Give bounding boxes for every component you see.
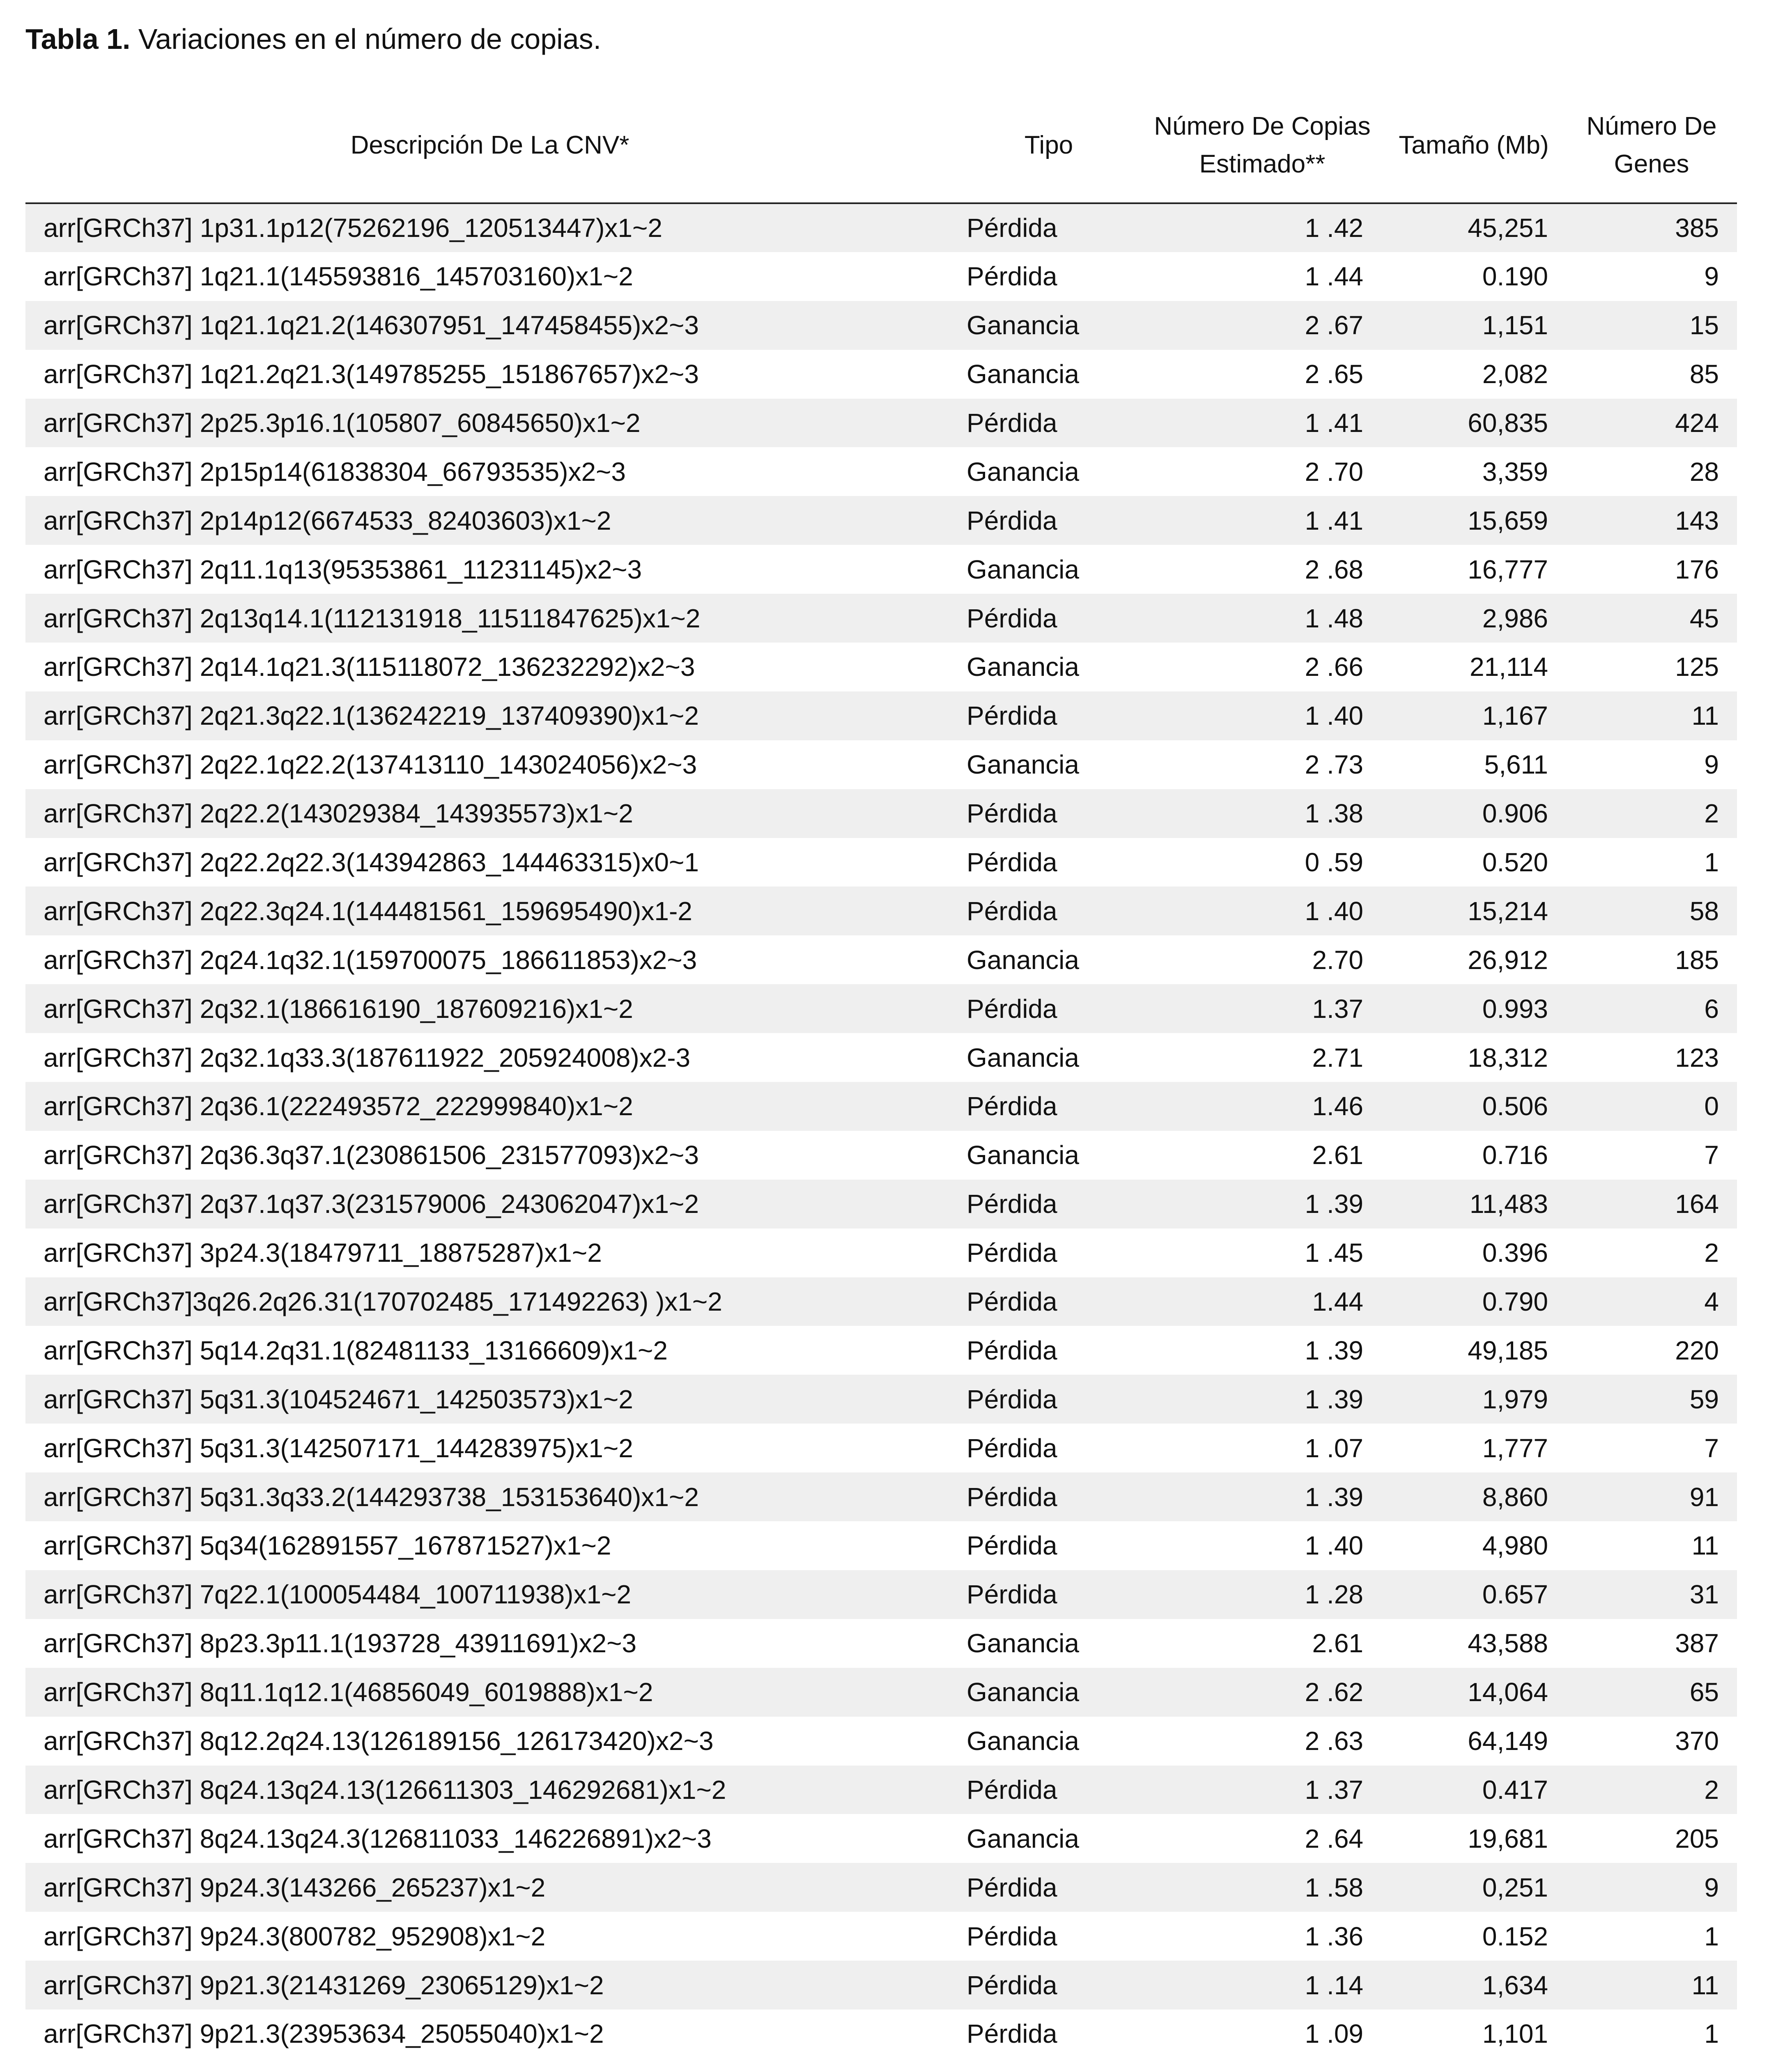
table-row [25, 252, 1737, 301]
table-row [25, 1521, 1737, 1570]
cell-tipo: Ganancia [967, 945, 1079, 975]
cell-tamano: 0.506 [1381, 1082, 1566, 1131]
cell-copias: 1 .38 [1143, 789, 1381, 838]
cell-descripcion: arr[GRCh37] 2q32.1q33.3(187611922_205924008)x2-3 [44, 1043, 691, 1072]
table-row [25, 350, 1737, 399]
cell-genes: 2 [1566, 789, 1737, 838]
cell-genes: 9 [1704, 262, 1719, 292]
cell-descripcion: arr[GRCh37] 7q22.1(100054484_100711938)x1~2 [25, 1570, 954, 1619]
cell-tamano: 0.190 [1482, 262, 1548, 292]
cell-genes: 176 [1675, 554, 1719, 584]
caption-text: Variaciones en el número de copias. [138, 23, 602, 55]
cell-tamano: 4,980 [1482, 1531, 1548, 1561]
cell-genes: 387 [1675, 1628, 1719, 1658]
cell-genes: 28 [1689, 457, 1719, 487]
cell-tamano: 45,251 [1381, 203, 1566, 252]
cell-descripcion: arr[GRCh37] 2q13q14.1(112131918_11511847625)x1~2 [25, 594, 954, 643]
table-row [25, 1424, 1737, 1472]
table-row [25, 1717, 1737, 1766]
cell-tamano: 64,149 [1468, 1726, 1548, 1756]
table-row [25, 301, 1737, 350]
cell-copias: 2 .70 [1305, 457, 1363, 487]
cell-tipo: Pérdida [954, 1570, 1143, 1619]
cell-tipo: Pérdida [967, 2019, 1057, 2049]
cell-tamano: 2,986 [1381, 594, 1566, 643]
cell-tipo: Ganancia [967, 1140, 1079, 1170]
cell-copias: 1 .39 [1143, 1375, 1381, 1424]
cell-copias: 2 .66 [1305, 652, 1363, 682]
cell-descripcion: arr[GRCh37] 1p31.1p12(75262196_120513447)x1~2 [25, 203, 954, 252]
cell-descripcion: arr[GRCh37] 5q14.2q31.1(82481133_13166609)x1~2 [44, 1335, 668, 1365]
cell-genes: 31 [1566, 1570, 1737, 1619]
cell-tamano: 0.520 [1482, 847, 1548, 877]
cell-copias: 1 .58 [1143, 1863, 1381, 1912]
cell-tipo: Ganancia [954, 1668, 1143, 1717]
header-genes: Número De Genes [1566, 88, 1737, 203]
cell-copias: 1 .39 [1143, 1472, 1381, 1521]
cell-copias: 2 .67 [1143, 301, 1381, 350]
cell-tamano: 21,114 [1470, 652, 1548, 682]
cell-descripcion: arr[GRCh37] 2q36.1(222493572_222999840)x1~2 [25, 1082, 954, 1131]
cell-descripcion: arr[GRCh37] 2q22.2q22.3(143942863_144463315)x0~1 [44, 847, 699, 877]
cell-tipo: Pérdida [954, 984, 1143, 1033]
cell-copias: 1 .39 [1143, 1180, 1381, 1229]
table-row [25, 1570, 1737, 1619]
cell-genes: 11 [1566, 1961, 1737, 2009]
cell-tipo: Pérdida [967, 1531, 1057, 1561]
table-row [25, 1131, 1737, 1180]
cell-tipo: Pérdida [967, 1335, 1057, 1365]
table-row [25, 886, 1737, 935]
cell-copias: 1 .40 [1305, 1531, 1363, 1561]
table-row [25, 789, 1737, 838]
cell-genes: 424 [1566, 399, 1737, 448]
cell-genes: 65 [1566, 1668, 1737, 1717]
table-row [25, 1766, 1737, 1814]
cell-copias: 2.70 [1312, 945, 1363, 975]
cell-genes: 185 [1675, 945, 1719, 975]
cell-genes: 91 [1566, 1472, 1737, 1521]
cell-tamano: 15,214 [1381, 886, 1566, 935]
table-row [25, 1619, 1737, 1668]
cell-copias: 1 .41 [1143, 399, 1381, 448]
cell-tipo: Pérdida [954, 1277, 1143, 1326]
cell-copias: 1 .37 [1143, 1766, 1381, 1814]
cell-copias: 2.71 [1312, 1043, 1363, 1072]
cnv-table [25, 88, 1737, 2053]
cell-tamano: 18,312 [1468, 1043, 1548, 1072]
cell-copias: 2 .62 [1143, 1668, 1381, 1717]
table-row [25, 1229, 1737, 1277]
cell-copias: 2 .68 [1305, 554, 1363, 584]
table-row [25, 740, 1737, 789]
cell-tipo: Ganancia [967, 457, 1079, 487]
cell-tamano: 1,101 [1482, 2019, 1548, 2049]
cell-descripcion: arr[GRCh37] 8q24.13q24.3(126811033_146226891)x2~3 [44, 1823, 712, 1853]
cell-genes: 0 [1566, 1082, 1737, 1131]
cell-copias: 1.44 [1143, 1277, 1381, 1326]
cell-genes: 85 [1689, 359, 1719, 389]
cell-descripcion: arr[GRCh37] 2q37.1q37.3(231579006_243062047)x1~2 [25, 1180, 954, 1229]
cell-descripcion: arr[GRCh37] 2q24.1q32.1(159700075_186611853)x2~3 [44, 945, 697, 975]
cell-tipo: Ganancia [967, 554, 1079, 584]
cell-genes: 6 [1566, 984, 1737, 1033]
table-row [25, 984, 1737, 1033]
cell-copias: 1 .48 [1143, 594, 1381, 643]
cell-genes: 220 [1675, 1335, 1719, 1365]
cell-tipo: Pérdida [954, 1961, 1143, 2009]
cell-copias: 1.46 [1143, 1082, 1381, 1131]
cell-copias: 1 .07 [1305, 1433, 1363, 1463]
table-row [25, 2009, 1737, 2053]
cell-tamano: 1,151 [1381, 301, 1566, 350]
cell-tipo: Ganancia [967, 1823, 1079, 1853]
table-row [25, 1814, 1737, 1863]
table-row [25, 594, 1737, 643]
table-body [25, 203, 1737, 2053]
cell-genes: 9 [1704, 750, 1719, 780]
cell-genes: 59 [1566, 1375, 1737, 1424]
table-row [25, 1180, 1737, 1229]
cell-tamano: 0.152 [1482, 1921, 1548, 1951]
cell-descripcion: arr[GRCh37] 2q14.1q21.3(115118072_136232292)x2~3 [44, 652, 695, 682]
cell-tipo: Pérdida [954, 1082, 1143, 1131]
caption-label: Tabla 1. [25, 23, 131, 55]
cell-copias: 1 .45 [1305, 1238, 1363, 1268]
cell-tipo: Pérdida [967, 1921, 1057, 1951]
cell-descripcion: arr[GRCh37] 2p15p14(61838304_66793535)x2~3 [44, 457, 626, 487]
table-caption [25, 16, 601, 62]
cell-copias: 1 .14 [1143, 1961, 1381, 2009]
cell-descripcion: arr[GRCh37] 5q31.3(142507171_144283975)x1~2 [44, 1433, 633, 1463]
table-row [25, 935, 1737, 984]
table-row [25, 1375, 1737, 1424]
cell-tamano: 43,588 [1468, 1628, 1548, 1658]
cell-descripcion: arr[GRCh37] 2q32.1(186616190_187609216)x1~2 [25, 984, 954, 1033]
table-row [25, 691, 1737, 740]
table-row [25, 838, 1737, 887]
cell-tamano: 0.716 [1482, 1140, 1548, 1170]
cell-tamano: 5,611 [1484, 750, 1548, 780]
table-row [25, 1033, 1737, 1082]
header-tamano: Tamaño (Mb) [1381, 88, 1566, 203]
cell-tamano: 11,483 [1381, 1180, 1566, 1229]
cell-descripcion: arr[GRCh37] 1q21.1q21.2(146307951_147458455)x2~3 [25, 301, 954, 350]
cell-genes: 370 [1675, 1726, 1719, 1756]
cell-genes: 15 [1566, 301, 1737, 350]
table-header [25, 88, 1737, 203]
cell-descripcion: arr[GRCh37] 2q11.1q13(95353861_11231145)x2~3 [44, 554, 642, 584]
cell-copias: 2 .63 [1305, 1726, 1363, 1756]
cell-descripcion: arr[GRCh37] 2p25.3p16.1(105807_60845650)x1~2 [25, 399, 954, 448]
header-row [25, 88, 1737, 203]
cell-tipo: Pérdida [954, 594, 1143, 643]
cell-descripcion: arr[GRCh37] 2q22.3q24.1(144481561_159695490)x1-2 [25, 886, 954, 935]
cell-tipo: Pérdida [954, 1180, 1143, 1229]
cell-tipo: Ganancia [967, 1043, 1079, 1072]
cell-descripcion: arr[GRCh37] 1q21.2q21.3(149785255_151867657)x2~3 [44, 359, 699, 389]
cell-genes: 4 [1566, 1277, 1737, 1326]
cell-descripcion: arr[GRCh37] 2q22.1q22.2(137413110_143024056)x2~3 [44, 750, 697, 780]
table-row [25, 496, 1737, 545]
cell-genes: 125 [1675, 652, 1719, 682]
cell-tipo: Pérdida [967, 262, 1057, 292]
cell-tamano: 0.790 [1381, 1277, 1566, 1326]
cell-tamano: 0,251 [1381, 1863, 1566, 1912]
table-row [25, 203, 1737, 252]
cell-copias: 1 .41 [1143, 496, 1381, 545]
cell-genes: 164 [1566, 1180, 1737, 1229]
cell-tipo: Pérdida [954, 203, 1143, 252]
cell-tipo: Ganancia [967, 1726, 1079, 1756]
cell-genes: 45 [1566, 594, 1737, 643]
cell-tipo: Pérdida [954, 789, 1143, 838]
cell-tamano: 26,912 [1468, 945, 1548, 975]
cell-descripcion: arr[GRCh37] 9p21.3(23953634_25055040)x1~2 [44, 2019, 604, 2049]
cell-tipo: Pérdida [967, 847, 1057, 877]
cell-genes: 143 [1566, 496, 1737, 545]
cell-tipo: Pérdida [954, 1863, 1143, 1912]
cell-copias: 1 .39 [1305, 1335, 1363, 1365]
cell-genes: 205 [1675, 1823, 1719, 1853]
cell-genes: 11 [1566, 691, 1737, 740]
cell-tamano: 1,777 [1482, 1433, 1548, 1463]
cell-tamano: 1,979 [1381, 1375, 1566, 1424]
cell-tipo: Ganancia [967, 1628, 1079, 1658]
cell-copias: 1 .40 [1143, 886, 1381, 935]
cell-tipo: Ganancia [967, 359, 1079, 389]
table-row [25, 643, 1737, 691]
cell-genes: 1 [1704, 847, 1719, 877]
cell-descripcion: arr[GRCh37] 8p23.3p11.1(193728_43911691)x2~3 [44, 1628, 637, 1658]
cell-tamano: 49,185 [1468, 1335, 1548, 1365]
cell-genes: 2 [1704, 1238, 1719, 1268]
cell-descripcion: arr[GRCh37] 8q24.13q24.13(126611303_146292681)x1~2 [25, 1766, 954, 1814]
cell-genes: 7 [1704, 1140, 1719, 1170]
header-descripcion: Descripción De La CNV* [25, 88, 954, 203]
cell-tamano: 8,860 [1381, 1472, 1566, 1521]
cell-tipo: Ganancia [967, 652, 1079, 682]
table-row [25, 1668, 1737, 1717]
cell-copias: 1 .28 [1143, 1570, 1381, 1619]
cell-copias: 1.37 [1143, 984, 1381, 1033]
cell-tamano: 0.906 [1381, 789, 1566, 838]
cell-copias: 1 .44 [1305, 262, 1363, 292]
cell-tipo: Pérdida [954, 691, 1143, 740]
table-row [25, 1082, 1737, 1131]
cell-descripcion: arr[GRCh37] 3p24.3(18479711_18875287)x1~2 [44, 1238, 602, 1268]
cell-tipo: Pérdida [954, 886, 1143, 935]
cell-tamano: 1,634 [1381, 1961, 1566, 2009]
cell-copias: 1 .42 [1143, 203, 1381, 252]
cell-genes: 9 [1566, 1863, 1737, 1912]
cell-descripcion: arr[GRCh37] 5q31.3(104524671_142503573)x1~2 [25, 1375, 954, 1424]
header-tipo: Tipo [954, 88, 1143, 203]
table-row [25, 1472, 1737, 1521]
cell-descripcion: arr[GRCh37] 2q22.2(143029384_143935573)x1~2 [25, 789, 954, 838]
cell-copias: 2.61 [1312, 1140, 1363, 1170]
cell-descripcion: arr[GRCh37] 8q12.2q24.13(126189156_126173420)x2~3 [44, 1726, 714, 1756]
cell-genes: 2 [1566, 1766, 1737, 1814]
cell-descripcion: arr[GRCh37] 5q31.3q33.2(144293738_153153640)x1~2 [25, 1472, 954, 1521]
cell-descripcion: arr[GRCh37] 9p24.3(800782_952908)x1~2 [44, 1921, 546, 1951]
cell-descripcion: arr[GRCh37] 9p21.3(21431269_23065129)x1~2 [25, 1961, 954, 2009]
cell-tamano: 19,681 [1468, 1823, 1548, 1853]
cell-tamano: 14,064 [1381, 1668, 1566, 1717]
table-row [25, 1912, 1737, 1961]
header-copias: Número De Copias Estimado** [1143, 88, 1381, 203]
cell-genes: 385 [1566, 203, 1737, 252]
cell-copias: 1 .36 [1305, 1921, 1363, 1951]
cell-tipo: Ganancia [954, 301, 1143, 350]
cell-tipo: Pérdida [967, 1238, 1057, 1268]
cell-tamano: 3,359 [1482, 457, 1548, 487]
table-row [25, 545, 1737, 594]
cell-genes: 58 [1566, 886, 1737, 935]
table-row [25, 447, 1737, 496]
cell-copias: 2.61 [1312, 1628, 1363, 1658]
cell-copias: 2 .73 [1305, 750, 1363, 780]
cell-tamano: 16,777 [1468, 554, 1548, 584]
cell-descripcion: arr[GRCh37] 2p14p12(6674533_82403603)x1~2 [25, 496, 954, 545]
cell-tipo: Pérdida [954, 496, 1143, 545]
cell-descripcion: arr[GRCh37] 2q36.3q37.1(230861506_231577093)x2~3 [44, 1140, 699, 1170]
cell-descripcion: arr[GRCh37] 2q21.3q22.1(136242219_137409390)x1~2 [25, 691, 954, 740]
cell-tamano: 0.657 [1381, 1570, 1566, 1619]
cell-tamano: 0.396 [1482, 1238, 1548, 1268]
cell-tamano: 15,659 [1381, 496, 1566, 545]
cell-genes: 1 [1704, 1921, 1719, 1951]
cell-tipo: Pérdida [954, 1472, 1143, 1521]
cell-tipo: Pérdida [967, 1433, 1057, 1463]
cell-genes: 7 [1704, 1433, 1719, 1463]
table-row [25, 399, 1737, 448]
cell-tamano: 2,082 [1482, 359, 1548, 389]
table-row [25, 1863, 1737, 1912]
cell-tamano: 1,167 [1381, 691, 1566, 740]
table-row [25, 1277, 1737, 1326]
cell-copias: 1 .09 [1305, 2019, 1363, 2049]
cell-descripcion: arr[GRCh37]3q26.2q26.31(170702485_171492263) )x1~2 [25, 1277, 954, 1326]
cell-copias: 0 .59 [1305, 847, 1363, 877]
cell-tamano: 0.993 [1381, 984, 1566, 1033]
table-row [25, 1326, 1737, 1375]
cell-descripcion: arr[GRCh37] 9p24.3(143266_265237)x1~2 [25, 1863, 954, 1912]
cell-copias: 2 .65 [1305, 359, 1363, 389]
cell-tipo: Pérdida [954, 399, 1143, 448]
cell-descripcion: arr[GRCh37] 8q11.1q12.1(46856049_6019888)x1~2 [25, 1668, 954, 1717]
cell-genes: 1 [1704, 2019, 1719, 2049]
cell-descripcion: arr[GRCh37] 1q21.1(145593816_145703160)x1~2 [44, 262, 633, 292]
cell-tipo: Pérdida [954, 1766, 1143, 1814]
cell-tipo: Pérdida [954, 1375, 1143, 1424]
cell-descripcion: arr[GRCh37] 5q34(162891557_167871527)x1~2 [44, 1531, 611, 1561]
cell-copias: 1 .40 [1143, 691, 1381, 740]
cell-genes: 11 [1691, 1531, 1719, 1561]
cell-tamano: 0.417 [1381, 1766, 1566, 1814]
table-row [25, 1961, 1737, 2009]
cell-tipo: Ganancia [967, 750, 1079, 780]
cell-tamano: 60,835 [1381, 399, 1566, 448]
cell-copias: 2 .64 [1305, 1823, 1363, 1853]
cell-genes: 123 [1675, 1043, 1719, 1072]
